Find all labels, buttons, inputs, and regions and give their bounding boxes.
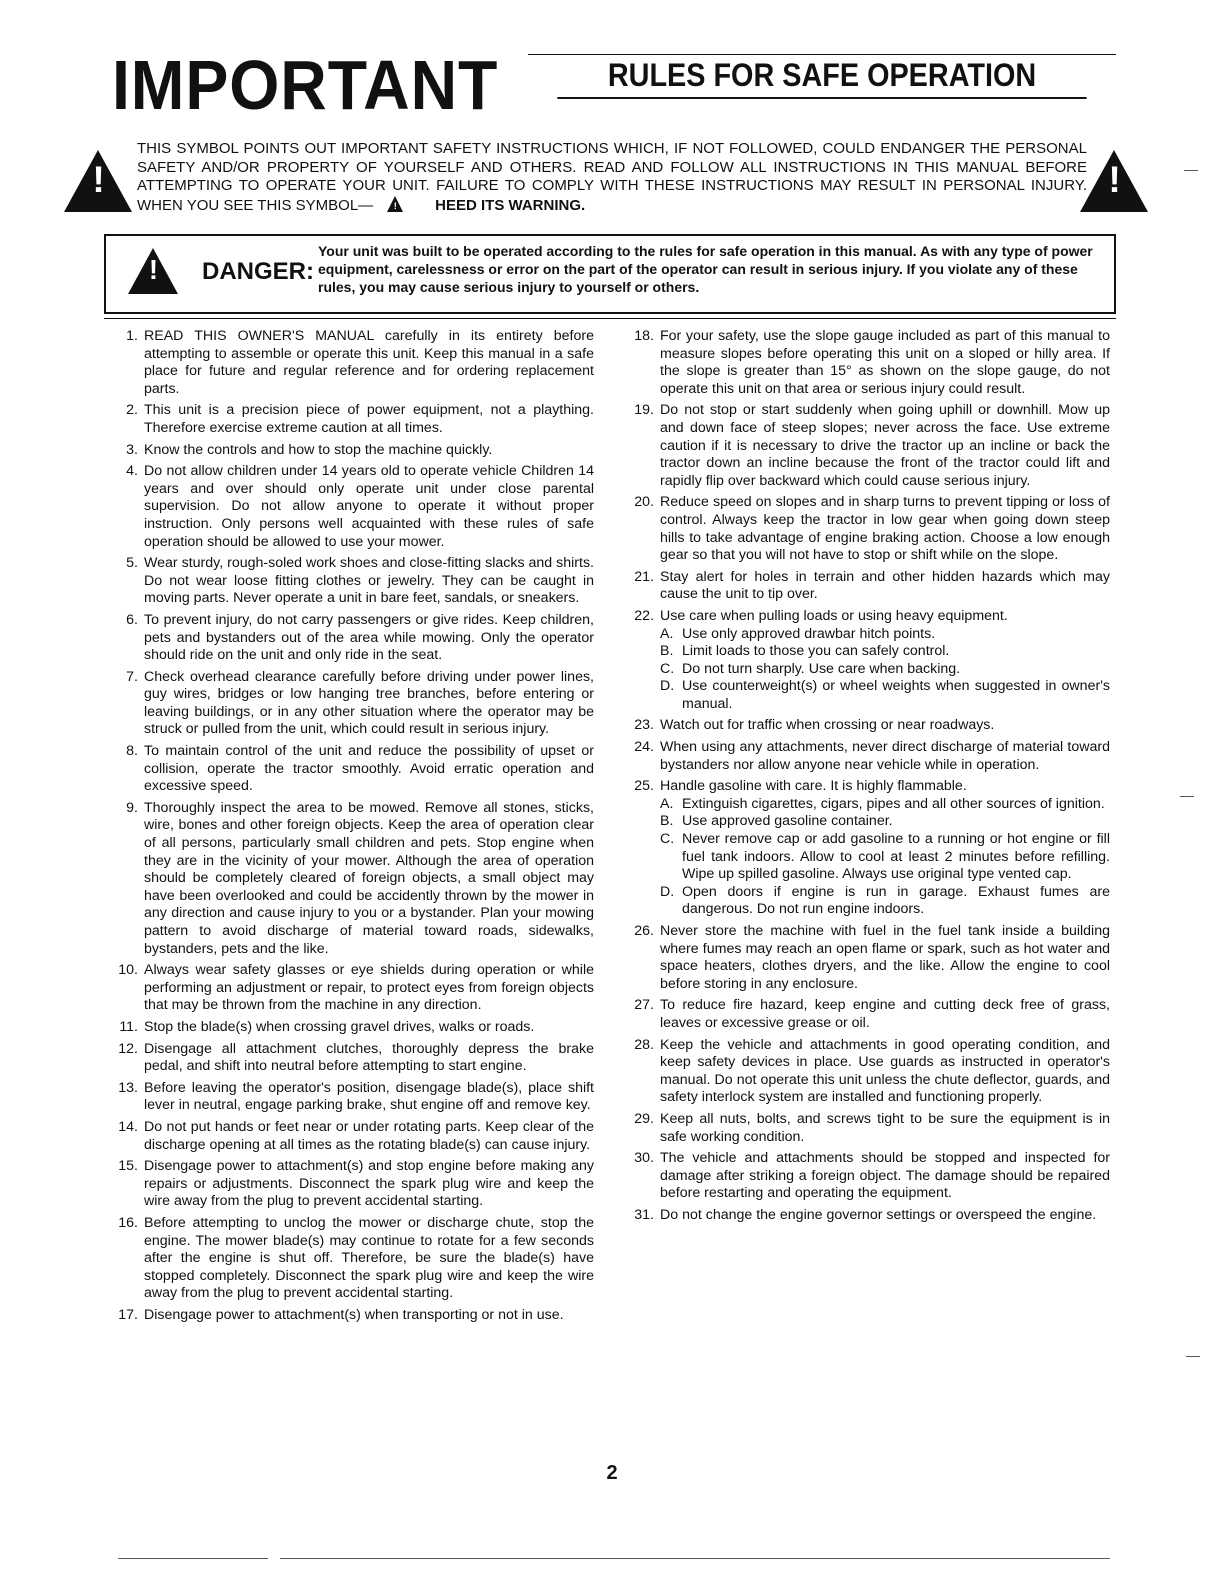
sub-rule-item	[660, 813, 1110, 831]
rule-text: To prevent injury, do not carry passengers or give rides. Keep children, pets and bystanders out of the area while mowing. Only the operator should ride on the unit and only ride in the seat.	[144, 611, 594, 664]
sub-rule-item	[660, 884, 1110, 919]
rule-item	[108, 1215, 594, 1303]
rule-text: Disengage power to attachment(s) when transporting or not in use.	[144, 1306, 564, 1323]
sub-rule-letter: A.	[660, 795, 674, 812]
rule-text: Handle gasoline with care. It is highly flammable.	[660, 778, 967, 795]
rule-item	[624, 997, 1110, 1032]
page-title: IMPORTANT	[112, 46, 499, 124]
sub-rule-text: Open doors if engine is run in garage. Exhaust fumes are dangerous. Do not run engine indoors.	[682, 883, 1110, 918]
rule-text: When using any attachments, never direct discharge of material toward bystanders nor allow anyone near vehicle while in operation.	[660, 739, 1110, 773]
rule-text: READ THIS OWNER'S MANUAL carefully in its entirety before attempting to assemble or operate this unit. Keep this manual in a safe place for future and regular reference and for ordering replacement parts.	[144, 328, 594, 397]
rule-number: 3.	[126, 441, 138, 458]
rule-text: Reduce speed on slopes and in sharp turns to prevent tipping or loss of control. Always keep the tractor in low gear when going down steep hills to take advantage of engine braking action. Choose a low enough gear so that you will not have to stop or shift while on the slope.	[660, 494, 1110, 564]
rule-text: Always wear safety glasses or eye shields during operation or while performing an adjustment or repair, to protect eyes from foreign objects that may be thrown from the machine in any direction.	[144, 962, 594, 1014]
warning-triangle-icon	[64, 150, 132, 212]
rule-text: To maintain control of the unit and reduce the possibility of upset or collision, operate the tractor smoothly. Avoid erratic operation and excessive speed.	[144, 743, 594, 795]
rule-text: Do not change the engine governor settings or overspeed the engine.	[660, 1206, 1097, 1223]
rule-number: 30.	[634, 1150, 654, 1167]
rule-number: 7.	[126, 668, 138, 685]
rule-item	[108, 1158, 594, 1211]
page-number: 2	[606, 1462, 618, 1484]
sub-rule-item	[660, 831, 1110, 884]
rule-item	[108, 442, 594, 460]
rule-number: 1.	[126, 328, 138, 344]
rule-item	[108, 800, 594, 958]
rule-number: 21.	[634, 568, 654, 585]
rule-number: 11.	[119, 1018, 138, 1035]
rule-text: Check overhead clearance carefully before driving under power lines, guy wires, bridges or low hanging tree branches, before entering or leaving buildings, or in any other situation where the operator may be struck or pulled from the unit, which could result in serious injury.	[144, 668, 594, 738]
rule-number: 28.	[634, 1036, 654, 1053]
rule-number: 29.	[634, 1110, 654, 1127]
rule-number: 4.	[126, 463, 138, 480]
divider	[104, 318, 1116, 319]
rule-number: 15.	[118, 1158, 138, 1175]
rule-text: Do not put hands or feet near or under rotating parts. Keep clear of the discharge opening at all times as the rotating blade(s) can cause injury.	[144, 1118, 594, 1153]
danger-label: DANGER:	[202, 258, 314, 285]
sub-rule-text: Never remove cap or add gasoline to a running or hot engine or fill fuel tank indoors. Allow to cool at least 2 minutes before refilling. Wipe up spilled gasoline. Always use original type vented cap.	[682, 831, 1110, 883]
rule-number: 19.	[634, 402, 654, 419]
heed-warning: HEED ITS WARNING.	[435, 196, 586, 214]
section-title: RULES FOR SAFE OPERATION	[557, 58, 1086, 99]
footer-rule	[280, 1558, 1110, 1559]
rule-number: 24.	[634, 739, 654, 756]
sub-rule-letter: D.	[660, 883, 675, 900]
rule-item	[624, 923, 1110, 993]
sub-rule-letter: C.	[660, 660, 675, 677]
sub-rule-item	[660, 661, 1110, 679]
rule-text: Use care when pulling loads or using heavy equipment.	[660, 607, 1008, 624]
rule-number: 6.	[126, 611, 138, 628]
sub-rule-letter: A.	[660, 625, 674, 642]
margin-mark	[1180, 796, 1194, 797]
safety-intro	[137, 140, 1087, 215]
rule-text: Thoroughly inspect the area to be mowed. Remove all stones, sticks, wire, bones and other foreign objects. Keep the area of operation clear of all persons, particularly small children and pets. Stop engine when they are in the vicinity of your mower. Although the area of operation should be completely cleared of foreign objects, a small object may have been overlooked and could be accidently thrown by the mower in any direction and cause injury to you or a bystander. Plan your mowing pattern to avoid discharge of material toward roads, sidewalks, bystanders, pets and the like.	[144, 799, 594, 957]
rules-left-column	[108, 328, 594, 1328]
rule-number: 20.	[634, 494, 654, 511]
sub-rule-item	[660, 678, 1110, 713]
rule-number: 10.	[118, 962, 138, 979]
sub-rule-item	[660, 796, 1110, 814]
rule-item	[624, 1037, 1110, 1107]
rule-text: The vehicle and attachments should be stopped and inspected for damage after striking a foreign object. The damage should be repaired before restarting and operating the equipment.	[660, 1150, 1110, 1202]
rule-item	[108, 1119, 594, 1154]
rule-text: Stay alert for holes in terrain and other hidden hazards which may cause the unit to tip over.	[660, 568, 1110, 603]
rule-number: 8.	[126, 743, 138, 760]
rule-text: Disengage power to attachment(s) and stop engine before making any repairs or adjustments. Disconnect the spark plug wire and keep the wire away from the plug to prevent accidental starting.	[144, 1158, 594, 1210]
sub-rule-text: Use counterweight(s) or wheel weights when suggested in owner's manual.	[682, 678, 1110, 712]
rule-item	[108, 555, 594, 608]
margin-mark	[1184, 170, 1198, 171]
sub-rule-text: Use only approved drawbar hitch points.	[682, 625, 936, 642]
rule-item	[624, 328, 1110, 398]
rule-item	[624, 778, 1110, 919]
rule-item	[624, 717, 1110, 735]
rule-item	[624, 1207, 1110, 1225]
rule-text: Before attempting to unclog the mower or discharge chute, stop the engine. The mower blade(s) may continue to rotate for a few seconds after the engine is shut off. Therefore, be sure the blade(s) have stopped completely. Disconnect the spark plug wire and keep the wire away from the plug to prevent accidental starting.	[144, 1214, 594, 1302]
rule-number: 25.	[634, 778, 654, 795]
rule-item	[108, 328, 594, 398]
sub-rule-item	[660, 643, 1110, 661]
rule-item	[108, 402, 594, 437]
rule-item	[624, 402, 1110, 490]
rule-item	[624, 569, 1110, 604]
danger-triangle-icon	[128, 248, 178, 294]
rule-number: 23.	[634, 717, 654, 734]
sub-rule-text: Extinguish cigarettes, cigars, pipes and all other sources of ignition.	[682, 795, 1105, 812]
rule-text: This unit is a precision piece of power equipment, not a plaything. Therefore exercise extreme caution at all times.	[144, 402, 594, 436]
rule-item	[108, 1080, 594, 1115]
rule-item	[624, 739, 1110, 774]
rule-item	[108, 743, 594, 796]
rule-text: To reduce fire hazard, keep engine and cutting deck free of grass, leaves or excessive grease or oil.	[660, 997, 1110, 1031]
sub-rule-letter: D.	[660, 678, 675, 695]
danger-text: Your unit was built to be operated according to the rules for safe operation in this manual. As with any type of power equipment, carelessness or error on the part of the operator can result in serious injury. If you violate any of these rules, you may cause serious injury to yourself or others.	[318, 243, 1093, 295]
rule-number: 18.	[634, 328, 654, 344]
rule-item	[108, 612, 594, 665]
sub-rule-letter: B.	[660, 643, 674, 660]
rule-text: Keep the vehicle and attachments in good operating condition, and keep safety devices in place. Use guards as instructed in operator's manual. Do not operate this unit unless the chute deflector, guards, and safety interlock system are installed and functioning properly.	[660, 1036, 1110, 1106]
rule-number: 12.	[118, 1040, 138, 1057]
rule-number: 9.	[126, 799, 138, 816]
rule-text: Before leaving the operator's position, disengage blade(s), place shift lever in neutral, engage parking brake, shut engine off and remove key.	[144, 1079, 594, 1114]
rule-item	[108, 463, 594, 551]
danger-box	[104, 234, 1116, 314]
rule-item	[108, 1041, 594, 1076]
rule-item	[108, 1019, 594, 1037]
warning-triangle-icon	[1080, 150, 1148, 212]
rule-text: Know the controls and how to stop the machine quickly.	[144, 441, 493, 458]
rule-number: 5.	[126, 555, 138, 572]
rule-number: 26.	[634, 923, 654, 939]
rule-text: Do not allow children under 14 years old to operate vehicle Children 14 years and over should only operate unit under close parental supervision. Do not allow anyone to operate it without proper instruction. Only persons well acquainted with these rules of safe operation should be allowed to use your mower.	[144, 463, 594, 550]
rule-text: For your safety, use the slope gauge included as part of this manual to measure slopes before operating this unit on a sloped or hilly area. If the slope is greater than 15° as shown on the slope gauge, do not operate this unit on that area or serious injury could result.	[660, 328, 1110, 397]
intro-text: THIS SYMBOL POINTS OUT IMPORTANT SAFETY INSTRUCTIONS WHICH, IF NOT FOLLOWED, COULD ENDANGER THE PERSONAL SAFETY AND/OR PROPERTY OF YOURSELF AND OTHERS. READ AND FOLLOW ALL INSTRUCTIONS IN THIS MANUAL BEFORE ATTEMPTING TO OPERATE YOUR UNIT. FAILURE TO COMPLY WITH THESE INSTRUCTIONS MAY RESULT IN PERSONAL INJURY. WHEN YOU SEE THIS SYMBOL—	[137, 140, 1087, 214]
sub-rule-text: Limit loads to those you can safely control.	[682, 643, 950, 660]
sub-rule-text: Do not turn sharply. Use care when backing.	[682, 660, 961, 677]
warning-symbol-icon	[387, 196, 403, 212]
rule-number: 31.	[634, 1206, 654, 1223]
rule-text: Disengage all attachment clutches, thoroughly depress the brake pedal, and shift into neutral before attempting to start engine.	[144, 1040, 594, 1075]
rule-number: 14.	[118, 1118, 138, 1135]
rule-number: 22.	[634, 607, 654, 624]
sub-rule-item	[660, 626, 1110, 644]
rule-item	[624, 1111, 1110, 1146]
rule-number: 27.	[634, 997, 654, 1014]
rule-text: Keep all nuts, bolts, and screws tight to be sure the equipment is in safe working condition.	[660, 1110, 1110, 1145]
margin-mark	[1186, 1356, 1200, 1357]
rule-number: 13.	[118, 1079, 138, 1096]
rule-text: Do not stop or start suddenly when going uphill or downhill. Mow up and down face of steep slopes; never across the face. Use extreme caution if it is necessary to drive the tractor up an incline or back the tractor down an incline because the front of the tractor could lift and rapidly flip over backward which could cause serious injury.	[660, 402, 1110, 489]
rule-number: 16.	[118, 1214, 138, 1231]
rule-item	[624, 608, 1110, 714]
rule-item	[624, 1150, 1110, 1203]
rule-number: 2.	[126, 402, 138, 419]
footer-rule	[118, 1558, 268, 1559]
rule-item	[624, 494, 1110, 564]
rule-item	[108, 669, 594, 739]
rule-text: Stop the blade(s) when crossing gravel drives, walks or roads.	[144, 1018, 535, 1035]
rule-text: Watch out for traffic when crossing or near roadways.	[660, 717, 995, 734]
sub-rule-letter: C.	[660, 831, 675, 848]
sub-rule-letter: B.	[660, 813, 674, 830]
rule-item	[108, 1307, 594, 1325]
rule-item	[108, 962, 594, 1015]
rule-number: 17.	[118, 1306, 138, 1323]
sub-rule-text: Use approved gasoline container.	[682, 813, 893, 830]
subtitle-rule	[528, 54, 1116, 55]
rule-text: Never store the machine with fuel in the fuel tank inside a building where fumes may reach an open flame or spark, such as hot water and space heaters, clothes dryers, and the like. Allow the engine to cool before storing in any enclosure.	[660, 923, 1110, 992]
rule-text: Wear sturdy, rough-soled work shoes and close-fitting slacks and shirts. Do not wear loose fitting clothes or jewelry. They can be caught in moving parts. Never operate a unit in bare feet, sandals, or sneakers.	[144, 555, 594, 607]
rules-right-column	[624, 328, 1110, 1229]
